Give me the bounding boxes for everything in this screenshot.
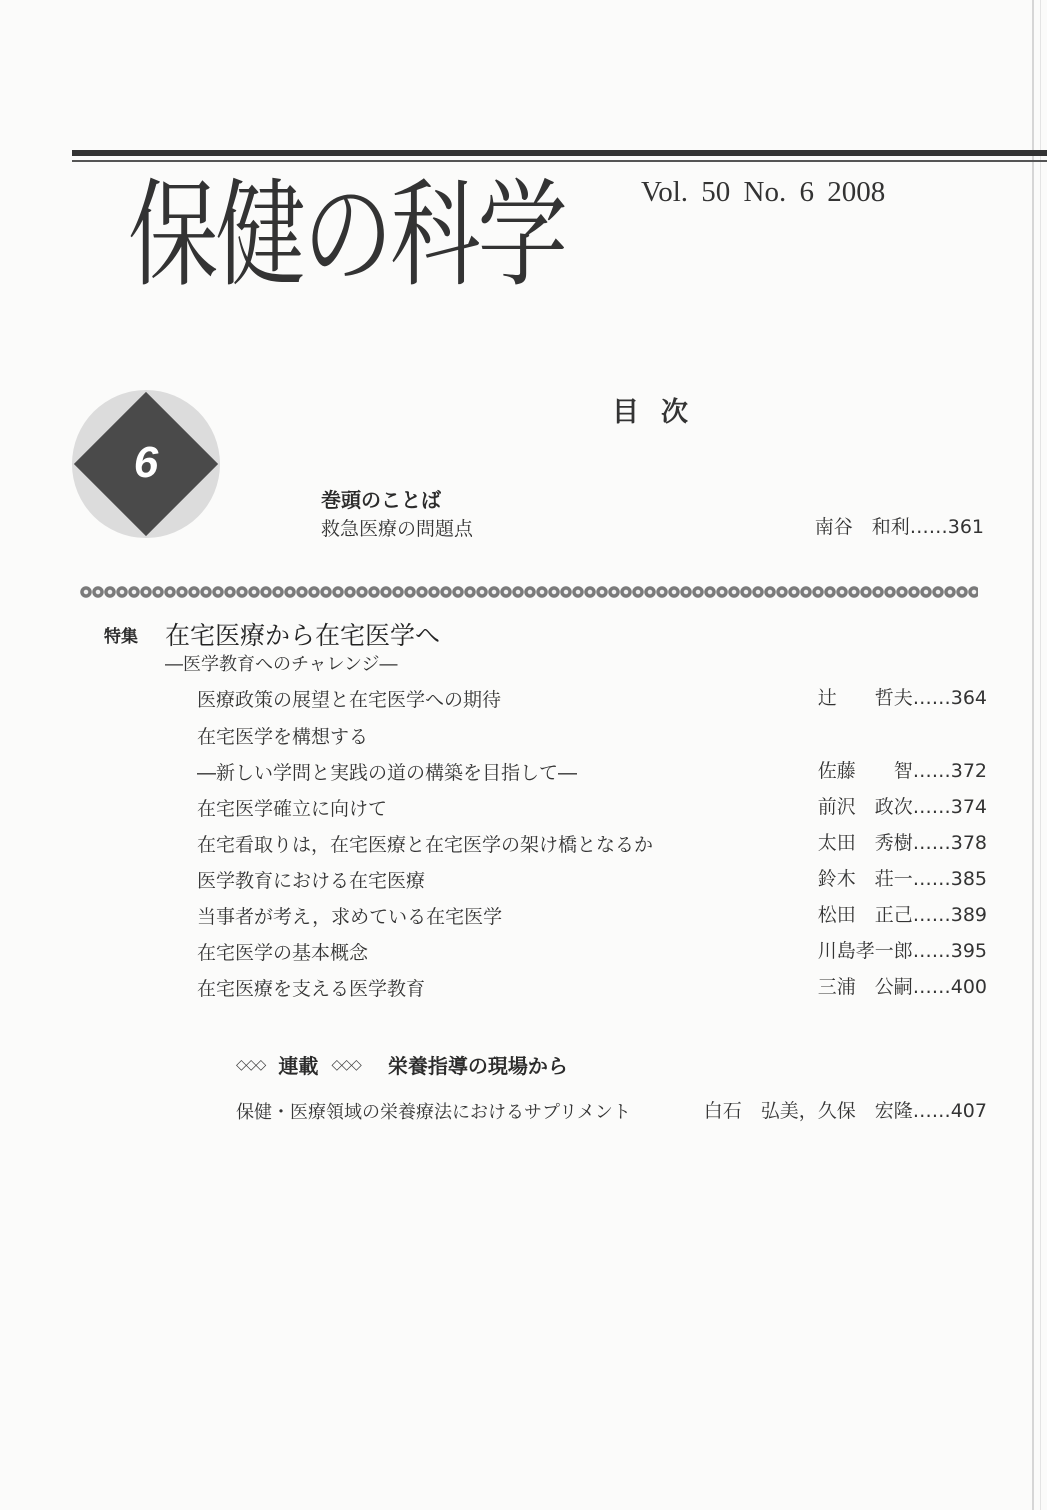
toc-entry-author-page: 松田 正己……389 — [817, 904, 987, 926]
toc-entry-author-page: 辻 哲夫……364 — [817, 687, 987, 709]
opening-entry-author-page: 南谷 和利……361 — [814, 516, 984, 538]
toc-heading: 目次 — [612, 397, 710, 428]
toc-entry-title[interactable]: 在宅看取りは，在宅医療と在宅医学の架け橋となるか — [197, 834, 654, 856]
toc-entry-title[interactable]: 在宅医学の基本概念 — [197, 942, 369, 964]
toc-entry-author-page: 佐藤 智……372 — [817, 760, 987, 782]
header-rule-thin — [72, 160, 1047, 162]
toc-entry-title[interactable]: 医学教育における在宅医療 — [197, 870, 426, 892]
toc-entry-title[interactable]: 在宅医学確立に向けて — [197, 798, 388, 820]
serial-title: 栄養指導の現場から — [387, 1054, 568, 1078]
feature-subtitle: ―医学教育へのチャレンジ― — [165, 654, 398, 675]
page-edge-shadow — [1032, 0, 1034, 1510]
header-rule — [72, 150, 1047, 156]
bead-divider — [80, 584, 978, 600]
serial-label: 連載 — [278, 1054, 319, 1078]
diamond-ornament-icon: ◇◇◇ — [331, 1056, 361, 1073]
page-edge-shadow — [1040, 0, 1041, 1510]
toc-entry-title[interactable]: 在宅医療を支える医学教育 — [197, 978, 426, 1000]
opening-entry-title[interactable]: 救急医療の問題点 — [321, 518, 474, 540]
diamond-ornament-icon: ◇◇◇ — [236, 1056, 266, 1073]
serial-entry-title[interactable]: 保健・医療領域の栄養療法におけるサプリメント — [236, 1102, 631, 1123]
toc-entry-title[interactable]: ―新しい学問と実践の道の構築を目指して― — [197, 762, 578, 784]
toc-entry-author-page: 前沢 政次……374 — [817, 796, 987, 818]
feature-label: 特集 — [104, 627, 138, 647]
serial-entry-author-page: 白石 弘美，久保 宏隆……407 — [703, 1100, 987, 1122]
toc-entry-title[interactable]: 医療政策の展望と在宅医学への期待 — [197, 689, 502, 711]
journal-title: 保健の科学 — [128, 168, 565, 303]
opening-section-title: 巻頭のことば — [321, 488, 441, 512]
feature-title: 在宅医療から在宅医学へ — [165, 621, 441, 650]
toc-entry-title[interactable]: 当事者が考え，求めている在宅医学 — [197, 906, 503, 928]
toc-entry-author-page: 鈴木 荘一……385 — [817, 868, 987, 890]
serial-heading — [236, 1050, 568, 1079]
toc-entry-author-page: 三浦 公嗣……400 — [817, 976, 987, 998]
toc-entry-title[interactable]: 在宅医学を構想する — [197, 726, 369, 748]
toc-entry-author-page: 太田 秀樹……378 — [817, 832, 987, 854]
volume-info: Vol. 50 No. 6 2008 — [641, 176, 886, 208]
toc-entry-author-page: 川島孝一郎……395 — [817, 940, 987, 962]
issue-number: 6 — [133, 438, 159, 487]
